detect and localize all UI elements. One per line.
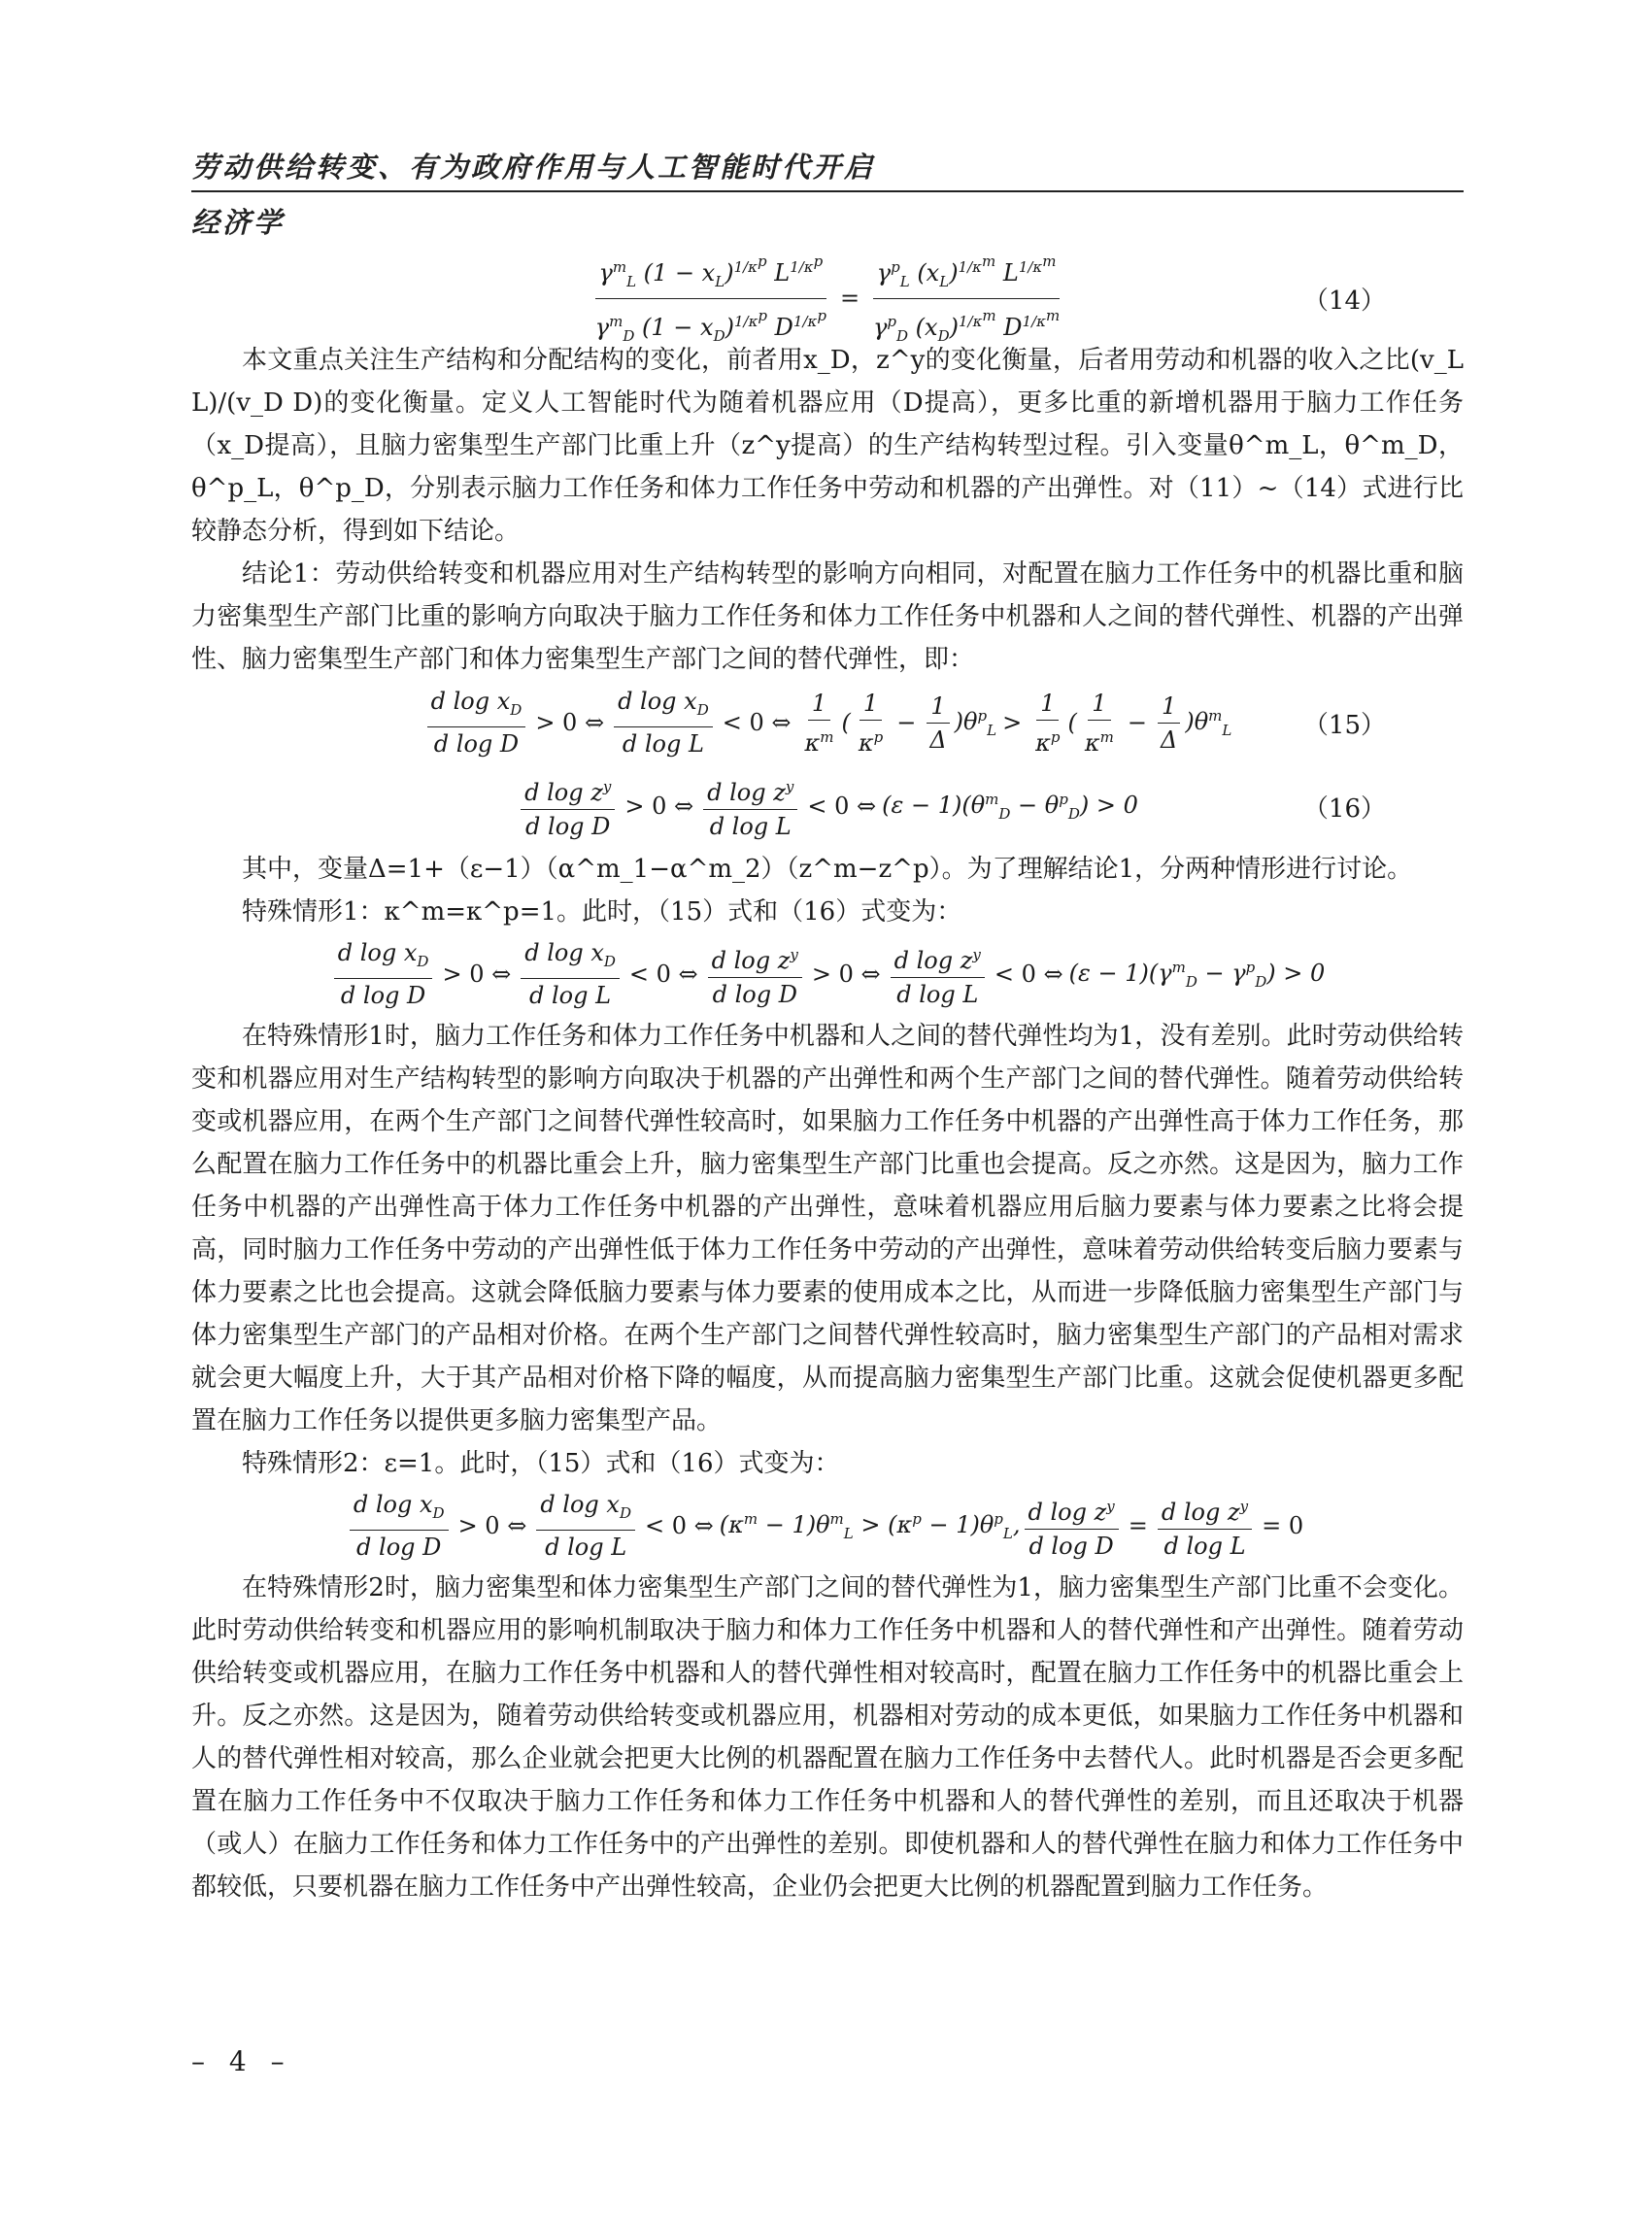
- article-body: [191, 252, 1464, 1908]
- header-rule: [191, 190, 1464, 192]
- paragraph-7: 在特殊情形2时，脑力密集型和体力密集型生产部门之间的替代弹性为1，脑力密集型生产部门比重不会变化。此时劳动供给转变和机器应用的影响机制取决于脑力和体力工作任务中机器和人的替代弹性和产出弹性。随着劳动供给转变或机器应用，在脑力工作任务中机器和人的替代弹性相对较高时，配置在脑力工作任务中的机器比重会上升。反之亦然。这是因为，随着劳动供给转变或机器应用，机器相对劳动的成本更低，如果脑力工作任务中机器和人的替代弹性相对较高，那么企业就会把更大比例的机器配置在脑力工作任务中去替代人。此时机器是否会更多配置在脑力工作任务中不仅取决于脑力工作任务和体力工作任务中机器和人的替代弹性的差别，而且还取决于机器（或人）在脑力工作任务和体力工作任务中的产出弹性的差别。即使机器和人的替代弹性在脑力和体力工作任务中都较低，只要机器在脑力工作任务中产出弹性较高，企业仍会把更大比例的机器配置到脑力工作任务。: [191, 1573, 1464, 1902]
- paragraph-3: 其中，变量Δ=1+（ε−1）（α^m_1−α^m_2）（z^m−z^p）。为了理解结论1，分两种情形进行讨论。: [242, 855, 1413, 884]
- equation-case-2: $\frac{d \log x_D}{\text{d log D}}$ > 0 ⇔ $\frac{d \log x_D}{\text{d log L}}$ < 0 ⇔ $(\kappa^m - 1)\theta^m_L > (\kappa^p - 1)\theta^p_L$, $\frac{d \log z^y}{\text{d log D}}$ = $\frac{d \log z^y}{\text{d log L}}$ = 0: [191, 1485, 1464, 1567]
- section-label: 经济学: [191, 206, 286, 239]
- paragraph-1: 本文重点关注生产结构和分配结构的变化，前者用x_D，z^y的变化衡量，后者用劳动和机器的收入之比(v_L L)/(v_D D)的变化衡量。定义人工智能时代为随着机器应用（D提高），更多比重的新增机器用于脑力工作任务（x_D提高），且脑力密集型生产部门比重上升（z^y提高）的生产结构转型过程。引入变量θ^m_L，θ^m_D，θ^p_L，θ^p_D，分别表示脑力工作任务和体力工作任务中劳动和机器的产出弹性。对（11）~（14）式进行比较静态分析，得到如下结论。: [191, 346, 1464, 546]
- equation-15-number: （15）: [1302, 710, 1386, 740]
- equation-case-1: $\frac{d \log x_D}{\text{d log D}}$ > 0 ⇔ $\frac{d \log x_D}{\text{d log L}}$ < 0 ⇔ $\frac{d \log z^y}{\text{d log D}}$ > 0 ⇔ $\frac{d \log z^y}{\text{d log L}}$ < 0 ⇔ $(\varepsilon - 1)(\gamma^m_D - \gamma^p_D) > 0$: [191, 933, 1464, 1015]
- paragraph-4: 特殊情形1：κ^m=κ^p=1。此时，（15）式和（16）式变为：: [242, 897, 962, 927]
- equation-15: $\frac{d \log x_D}{\text{d log D}}$ > 0 ⇔ $\frac{d \log x_D}{\text{d log L}}$ < 0 ⇔ $\frac{1}{\kappa^m}$ ( $\frac{1}{\kappa^p}$ − $\frac{1}{\Delta}$ )$\theta^p_L$ > $\frac{1}{\kappa^p}$ ( $\frac{1}{\kappa^m}$ − $\frac{1}{\Delta}$ )$\theta^m_L$ （15）: [191, 681, 1464, 764]
- paragraph-6: 特殊情形2：ε=1。此时，（15）式和（16）式变为：: [242, 1449, 840, 1478]
- equation-14: $\frac{\gamma^m_L (1 - x_L)^{1/\kappa^p} L^{1/\kappa^p}}{\gamma^m_D (1 - x_D)^{1/\kappa^p} D^{1/\kappa^p}}$ = $\frac{\gamma^p_L (x_L)^{1/\kappa^m} L^{1/\kappa^m}}{\gamma^p_D (x_D)^{1/\kappa^m} D^{1/\kappa^m}}$ （14）: [191, 257, 1464, 339]
- equation-16: $\frac{d \log z^y}{\text{d log D}}$ > 0 ⇔ $\frac{d \log z^y}{\text{d log L}}$ < 0 ⇔ $(\varepsilon - 1)(\theta^m_D - \theta^p_D) > 0$ （16）: [191, 764, 1464, 848]
- equation-16-number: （16）: [1302, 793, 1386, 824]
- running-title: 劳动供给转变、有为政府作用与人工智能时代开启: [191, 151, 876, 184]
- equation-14-number: （14）: [1302, 286, 1386, 316]
- page-number: – 4 –: [191, 2045, 292, 2077]
- paragraph-5: 在特殊情形1时，脑力工作任务和体力工作任务中机器和人之间的替代弹性均为1，没有差别。此时劳动供给转变和机器应用对生产结构转型的影响方向取决于机器的产出弹性和两个生产部门之间的替代弹性。随着劳动供给转变或机器应用，在两个生产部门之间替代弹性较高时，如果脑力工作任务中机器的产出弹性高于体力工作任务，那么配置在脑力工作任务中的机器比重会上升，脑力密集型生产部门比重也会提高。反之亦然。这是因为，脑力工作任务中机器的产出弹性高于体力工作任务中机器的产出弹性，意味着机器应用后脑力要素与体力要素之比将会提高，同时脑力工作任务中劳动的产出弹性低于体力工作任务中劳动的产出弹性，意味着劳动供给转变后脑力要素与体力要素之比也会提高。这就会降低脑力要素与体力要素的使用成本之比，从而进一步降低脑力密集型生产部门与体力密集型生产部门的产品相对价格。在两个生产部门之间替代弹性较高时，脑力密集型生产部门的产品相对需求就会更大幅度上升，大于其产品相对价格下降的幅度，从而提高脑力密集型生产部门比重。这就会促使机器更多配置在脑力工作任务以提供更多脑力密集型产品。: [191, 1022, 1464, 1435]
- paragraph-2: 结论1：劳动供给转变和机器应用对生产结构转型的影响方向相同，对配置在脑力工作任务中的机器比重和脑力密集型生产部门比重的影响方向取决于脑力工作任务和体力工作任务中机器和人之间的替代弹性、机器的产出弹性、脑力密集型生产部门和体力密集型生产部门之间的替代弹性，即：: [191, 559, 1464, 674]
